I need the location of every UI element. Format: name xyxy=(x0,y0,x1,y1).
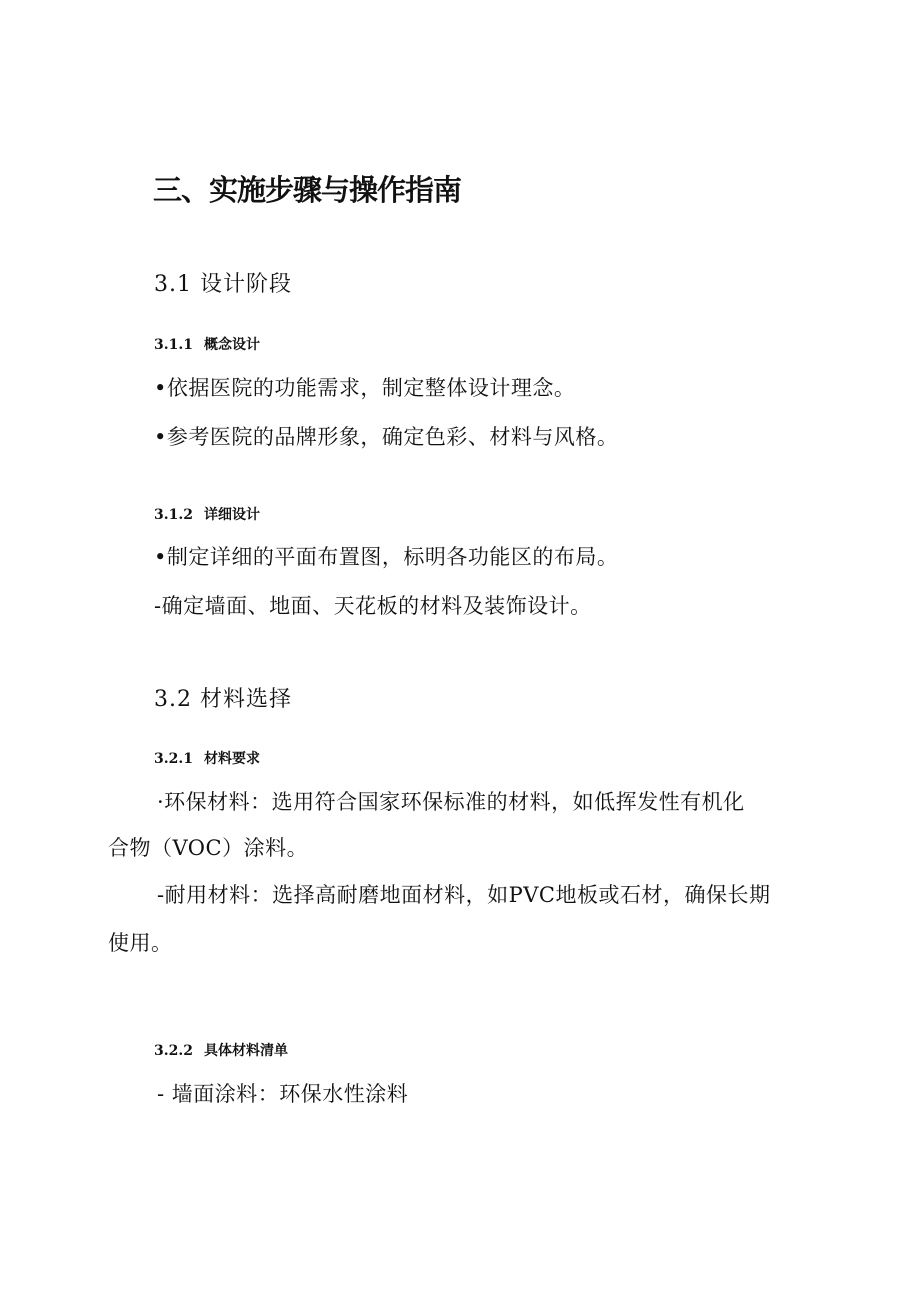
list-item: •制定详细的平面布置图，标明各功能区的布局。 xyxy=(154,545,619,569)
heading-3-2: 3.2 材料选择 xyxy=(154,687,292,712)
list-item: - 墙面涂料：环保水性涂料 xyxy=(157,1082,409,1106)
heading-3-1-2 xyxy=(154,508,260,522)
heading-3-1-1-number: 3.1.1 xyxy=(154,337,193,353)
heading-3-2-1 xyxy=(154,752,260,766)
paragraph-line: 合物（VOC）涂料。 xyxy=(108,836,309,860)
heading-3-2-2 xyxy=(154,1044,288,1058)
heading-3-1-2-title: 详细设计 xyxy=(204,507,260,523)
paragraph-line: 使用。 xyxy=(108,931,173,955)
list-item: •依据医院的功能需求，制定整体设计理念。 xyxy=(154,376,576,400)
paragraph-line: -耐用材料：选择高耐磨地面材料，如PVC地板或石材，确保长期 xyxy=(157,883,771,907)
list-item: -确定墙面、地面、天花板的材料及装饰设计。 xyxy=(154,594,592,618)
section-title: 三、实施步骤与操作指南 xyxy=(153,173,462,207)
heading-3-1: 3.1 设计阶段 xyxy=(154,272,292,297)
heading-3-2-2-title: 具体材料清单 xyxy=(204,1043,288,1059)
heading-3-2-1-number: 3.2.1 xyxy=(154,751,193,767)
heading-3-1-1-title: 概念设计 xyxy=(204,337,260,353)
heading-3-2-2-number: 3.2.2 xyxy=(154,1043,193,1059)
list-item: •参考医院的品牌形象，确定色彩、材料与风格。 xyxy=(154,425,619,449)
heading-3-1-2-number: 3.1.2 xyxy=(154,507,193,523)
heading-3-1-1 xyxy=(154,338,260,352)
heading-3-2-1-title: 材料要求 xyxy=(204,751,260,767)
paragraph-line: ·环保材料：选用符合国家环保标准的材料，如低挥发性有机化 xyxy=(157,790,745,814)
